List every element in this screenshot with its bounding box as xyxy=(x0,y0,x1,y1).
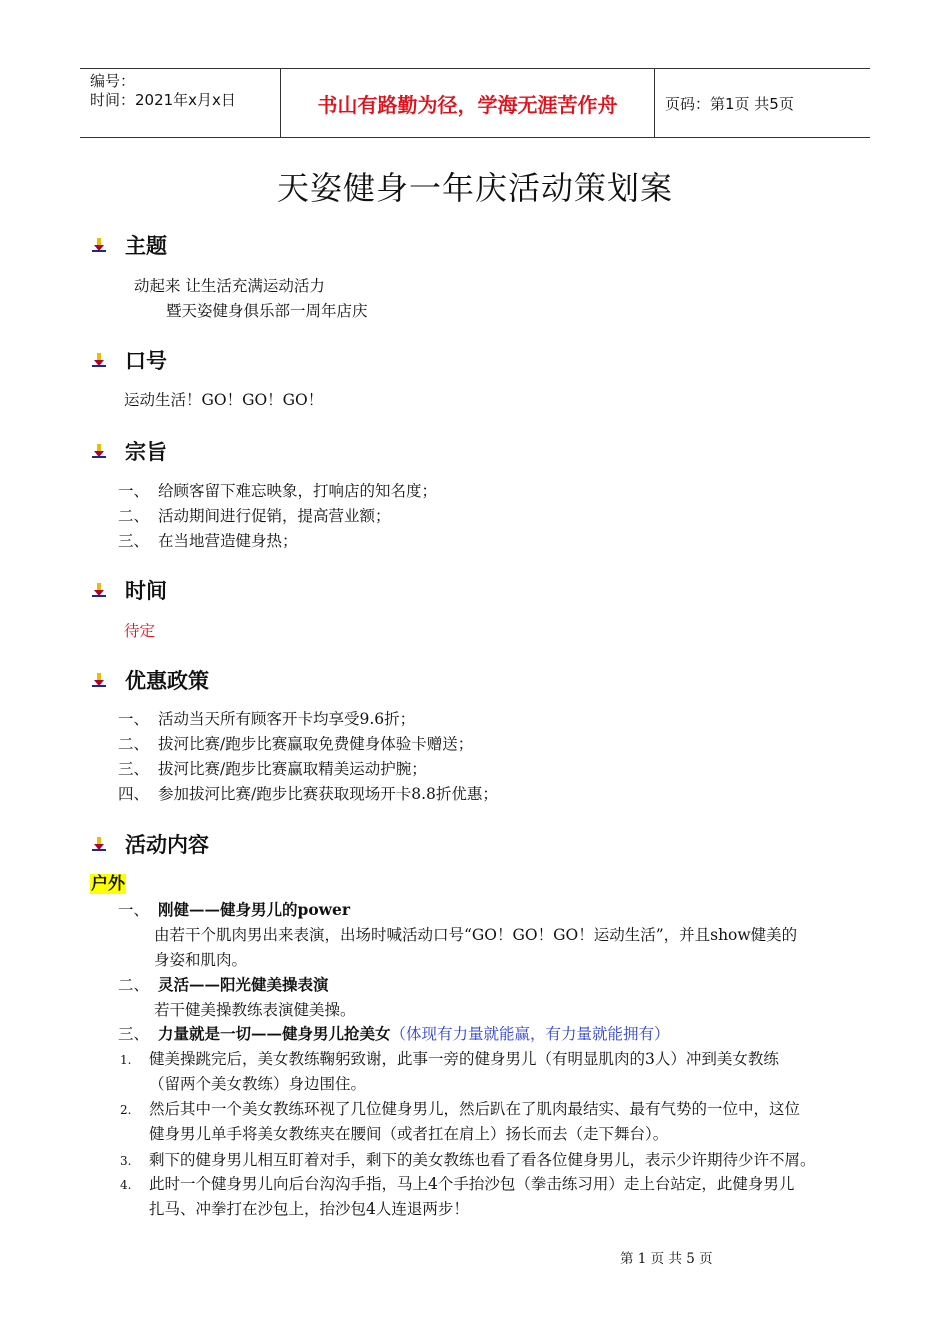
section-heading-slogan xyxy=(92,345,167,375)
step-line: 健身男儿单手将美女教练夹在腰间（或者扛在肩上）扬长而去（走下舞台）。 xyxy=(149,1125,669,1143)
section-title: 活动内容 xyxy=(125,833,209,857)
list-number: 三、 xyxy=(118,760,150,778)
list-number: 二、 xyxy=(118,507,150,525)
step-line: 健美操跳完后，美女教练鞠躬致谢，此事一旁的健身男儿（有明显肌肉的3人）冲到美女教练 xyxy=(149,1050,779,1068)
list-item: 活动期间进行促销，提高营业额； xyxy=(158,507,391,525)
step-number: 2. xyxy=(120,1103,132,1117)
activity-title: 灵活——阳光健美操表演 xyxy=(158,975,329,994)
header-table xyxy=(80,68,870,138)
activity-title-line xyxy=(158,1024,670,1044)
step-line: 此时一个健身男儿向后台沟沟手指，马上4个手抬沙包（拳击练习用）走上台站定，此健身男儿 xyxy=(149,1175,795,1193)
bullet-arrow-icon xyxy=(92,673,106,687)
section-heading-theme xyxy=(92,230,167,260)
list-number: 二、 xyxy=(118,735,150,753)
list-number: 三、 xyxy=(118,1025,150,1043)
step-line: 扎马、冲拳打在沙包上，抬沙包4人连退两步！ xyxy=(149,1200,469,1218)
step-line: 然后其中一个美女教练环视了几位健身男儿，然后趴在了肌肉最结实、最有气势的一位中，这位 xyxy=(149,1100,801,1118)
page-footer: 第 1 页 共 5 页 xyxy=(620,1251,713,1267)
activity-desc: 若干健美操教练表演健美操。 xyxy=(154,1001,356,1019)
activity-title: 刚健——健身男儿的power xyxy=(158,900,351,919)
section-title: 主题 xyxy=(125,234,167,258)
header-left-cell xyxy=(80,69,281,137)
time-label: 时间：2021年x月x日 xyxy=(90,91,236,109)
activity-note: （体现有力量就能赢，有力量就能拥有） xyxy=(390,1025,670,1043)
section-heading-activities xyxy=(92,829,209,859)
document-title: 天姿健身一年庆活动策划案 xyxy=(276,169,673,207)
number-label: 编号： xyxy=(90,72,136,90)
bullet-arrow-icon xyxy=(92,444,106,458)
list-item: 拔河比赛/跑步比赛赢取免费健身体验卡赠送； xyxy=(158,735,474,753)
section-title: 时间 xyxy=(125,579,167,603)
list-item: 参加拔河比赛/跑步比赛获取现场开卡8.8折优惠； xyxy=(158,785,498,803)
step-number: 3. xyxy=(120,1154,132,1168)
activity-desc: 身姿和肌肉。 xyxy=(154,951,248,969)
step-number: 4. xyxy=(120,1178,132,1192)
section-title: 优惠政策 xyxy=(125,669,209,693)
step-line: 剩下的健身男儿相互盯着对手，剩下的美女教练也看了看各位健身男儿，表示少许期待少许不屑。 xyxy=(149,1151,816,1169)
list-item: 给顾客留下难忘映象，打响店的知名度； xyxy=(158,482,438,500)
step-line: （留两个美女教练）身边围住。 xyxy=(149,1075,367,1093)
list-item: 拔河比赛/跑步比赛赢取精美运动护腕； xyxy=(158,760,427,778)
section-title: 宗旨 xyxy=(125,440,167,464)
list-number: 四、 xyxy=(118,785,150,803)
activity-desc: 由若干个肌肉男出来表演，出场时喊活动口号“GO！GO！GO！运动生活”，并且show健美的 xyxy=(154,926,798,944)
list-number: 二、 xyxy=(118,976,150,994)
theme-line-1: 动起来 让生活充满运动活力 xyxy=(134,277,325,295)
list-item: 活动当天所有顾客开卡均享受9.6折； xyxy=(158,710,416,728)
outdoor-highlight: 户外 xyxy=(91,874,125,894)
section-heading-time xyxy=(92,575,167,605)
bullet-arrow-icon xyxy=(92,837,106,851)
section-title: 口号 xyxy=(125,349,167,373)
step-number: 1. xyxy=(120,1053,132,1067)
list-number: 一、 xyxy=(118,901,150,919)
section-heading-purpose xyxy=(92,436,167,466)
header-page-info: 页码：第1页 共5页 xyxy=(665,94,794,113)
outdoor-label xyxy=(90,874,126,894)
bullet-arrow-icon xyxy=(92,238,106,252)
list-number: 一、 xyxy=(118,482,150,500)
list-number: 三、 xyxy=(118,532,150,550)
bullet-arrow-icon xyxy=(92,583,106,597)
theme-line-2: 暨天姿健身俱乐部一周年店庆 xyxy=(166,302,368,320)
list-number: 一、 xyxy=(118,710,150,728)
list-item: 在当地营造健身热； xyxy=(158,532,298,550)
bullet-arrow-icon xyxy=(92,353,106,367)
slogan-text: 运动生活！GO！GO！GO！ xyxy=(124,391,324,409)
time-text: 待定 xyxy=(124,622,156,640)
activity-title: 力量就是一切——健身男儿抢美女 xyxy=(158,1024,391,1043)
header-motto: 书山有路勤为径，学海无涯苦作舟 xyxy=(281,69,655,137)
section-heading-discount xyxy=(92,665,209,695)
